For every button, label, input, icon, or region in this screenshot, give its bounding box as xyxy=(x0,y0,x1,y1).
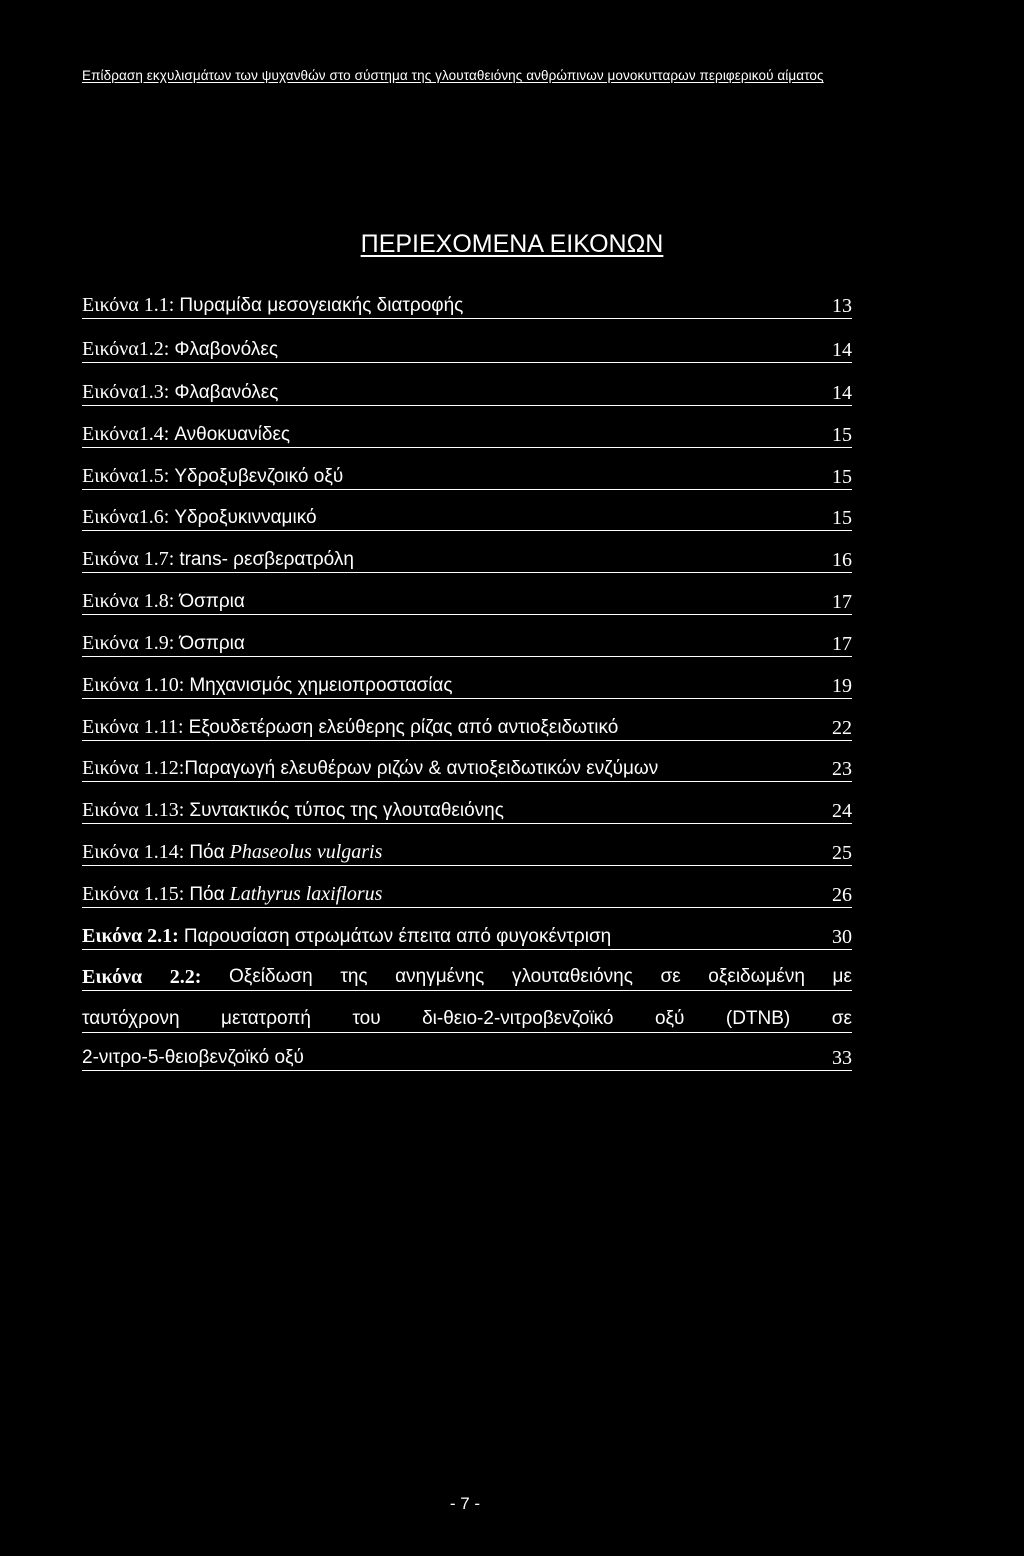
entry-text: Φλαβανόλες xyxy=(174,382,279,403)
entry-text: 2-νιτρο-5-θειοβενζοϊκό οξύ xyxy=(82,1047,304,1068)
entry-label: Εικόνα 1.14: xyxy=(82,841,185,863)
entry-page: 24 xyxy=(832,800,852,822)
entry-page: 16 xyxy=(832,549,852,571)
entry-page: 19 xyxy=(832,675,852,697)
entry-label: Εικόνα 1.13: xyxy=(82,799,185,821)
toc-entry-multiline-line1: Εικόνα 2.2: Οξείδωση της ανηγμένης γλουταθειόνης σε οξειδωμένη με xyxy=(82,964,852,991)
toc-entry xyxy=(82,465,852,490)
toc-entry xyxy=(82,381,852,406)
toc-entry xyxy=(82,338,852,363)
entry-label: Εικόνα1.2: xyxy=(82,338,170,360)
entry-page: 22 xyxy=(832,717,852,739)
toc-entry-multiline-line2: ταυτόχρονη μετατροπή του δι-θειο-2-νιτροβενζοϊκό οξύ (DTNB) σε xyxy=(82,1006,852,1033)
entry-page: 23 xyxy=(832,758,852,780)
entry-text: Όσπρια xyxy=(179,633,245,654)
entry-text: Παραγωγή ελευθέρων ριζών & αντιοξειδωτικών ενζύμων xyxy=(184,758,659,779)
entry-text: Εξουδετέρωση ελεύθερης ρίζας από αντιοξειδωτικό xyxy=(188,717,619,738)
entry-text: Συντακτικός τύπος της γλουταθειόνης xyxy=(189,800,504,821)
entry-text: Πόα xyxy=(189,842,225,863)
entry-text: Πυραμίδα μεσογειακής διατροφής xyxy=(179,295,464,316)
entry-text: Παρουσίαση στρωμάτων έπειτα από φυγοκέντριση xyxy=(183,926,612,947)
toc-entry xyxy=(82,548,852,573)
entry-label: Εικόνα 1.8: xyxy=(82,590,175,612)
entry-text: Πόα xyxy=(189,884,225,905)
entry-page: 14 xyxy=(832,382,852,404)
entry-species-name: Lathyrus laxiflorus xyxy=(229,883,383,905)
entry-page: 17 xyxy=(832,633,852,655)
toc-entry xyxy=(82,799,852,824)
entry-label: Εικόνα 1.7: xyxy=(82,548,175,570)
entry-species-name: Phaseolus vulgaris xyxy=(229,841,383,863)
entry-label: Εικόνα 1.12: xyxy=(82,757,185,779)
entry-text: trans- ρεσβερατρόλη xyxy=(179,549,354,570)
toc-entry xyxy=(82,674,852,699)
entry-label: Εικόνα1.6: xyxy=(82,506,170,528)
entry-page: 15 xyxy=(832,424,852,446)
toc-entry xyxy=(82,423,852,448)
entry-text: Ανθοκυανίδες xyxy=(174,424,291,445)
entry-label: Εικόνα1.3: xyxy=(82,381,170,403)
entry-label: Εικόνα1.5: xyxy=(82,465,170,487)
entry-text: Φλαβονόλες xyxy=(174,339,279,360)
entry-page: 15 xyxy=(832,507,852,529)
entry-label: Εικόνα 1.1: xyxy=(82,294,175,316)
entry-label: Εικόνα1.4: xyxy=(82,423,170,445)
running-header: Επίδραση εκχυλισμάτων των ψυχανθών στο σύστημα της γλουταθειόνης ανθρώπινων μονοκυτταρων περιφερικού αίματος xyxy=(82,68,824,83)
entry-page: 26 xyxy=(832,884,852,906)
entry-page: 33 xyxy=(832,1047,852,1069)
entry-label: Εικόνα 1.11: xyxy=(82,716,184,738)
toc-entry xyxy=(82,925,852,950)
entry-page: 25 xyxy=(832,842,852,864)
toc-entry xyxy=(82,757,852,782)
page-title: ΠΕΡΙΕΧΟΜΕΝΑ ΕΙΚΟΝΩΝ xyxy=(360,230,664,258)
entry-text: Υδροξυβενζοικό οξύ xyxy=(174,466,344,487)
toc-entry xyxy=(82,716,852,741)
entry-text: Μηχανισμός χημειοπροστασίας xyxy=(189,675,453,696)
entry-page: 30 xyxy=(832,926,852,948)
toc-entry xyxy=(82,590,852,615)
entry-label: Εικόνα 1.15: xyxy=(82,883,185,905)
entry-label: Εικόνα 1.10: xyxy=(82,674,185,696)
entry-text: Υδροξυκινναμικό xyxy=(174,507,317,528)
toc-entry xyxy=(82,841,852,866)
entry-label: Εικόνα 2.1: xyxy=(82,925,179,947)
entry-page: 13 xyxy=(832,295,852,317)
toc-entry xyxy=(82,506,852,531)
toc-entry xyxy=(82,294,852,319)
toc-entry xyxy=(82,883,852,908)
toc-entry xyxy=(82,632,852,657)
entry-page: 17 xyxy=(832,591,852,613)
entry-text: Όσπρια xyxy=(179,591,245,612)
entry-label: Εικόνα 1.9: xyxy=(82,632,175,654)
page-number: - 7 - xyxy=(449,1494,481,1513)
entry-page: 14 xyxy=(832,339,852,361)
toc-entry-multiline-line3 xyxy=(82,1046,852,1071)
entry-page: 15 xyxy=(832,466,852,488)
